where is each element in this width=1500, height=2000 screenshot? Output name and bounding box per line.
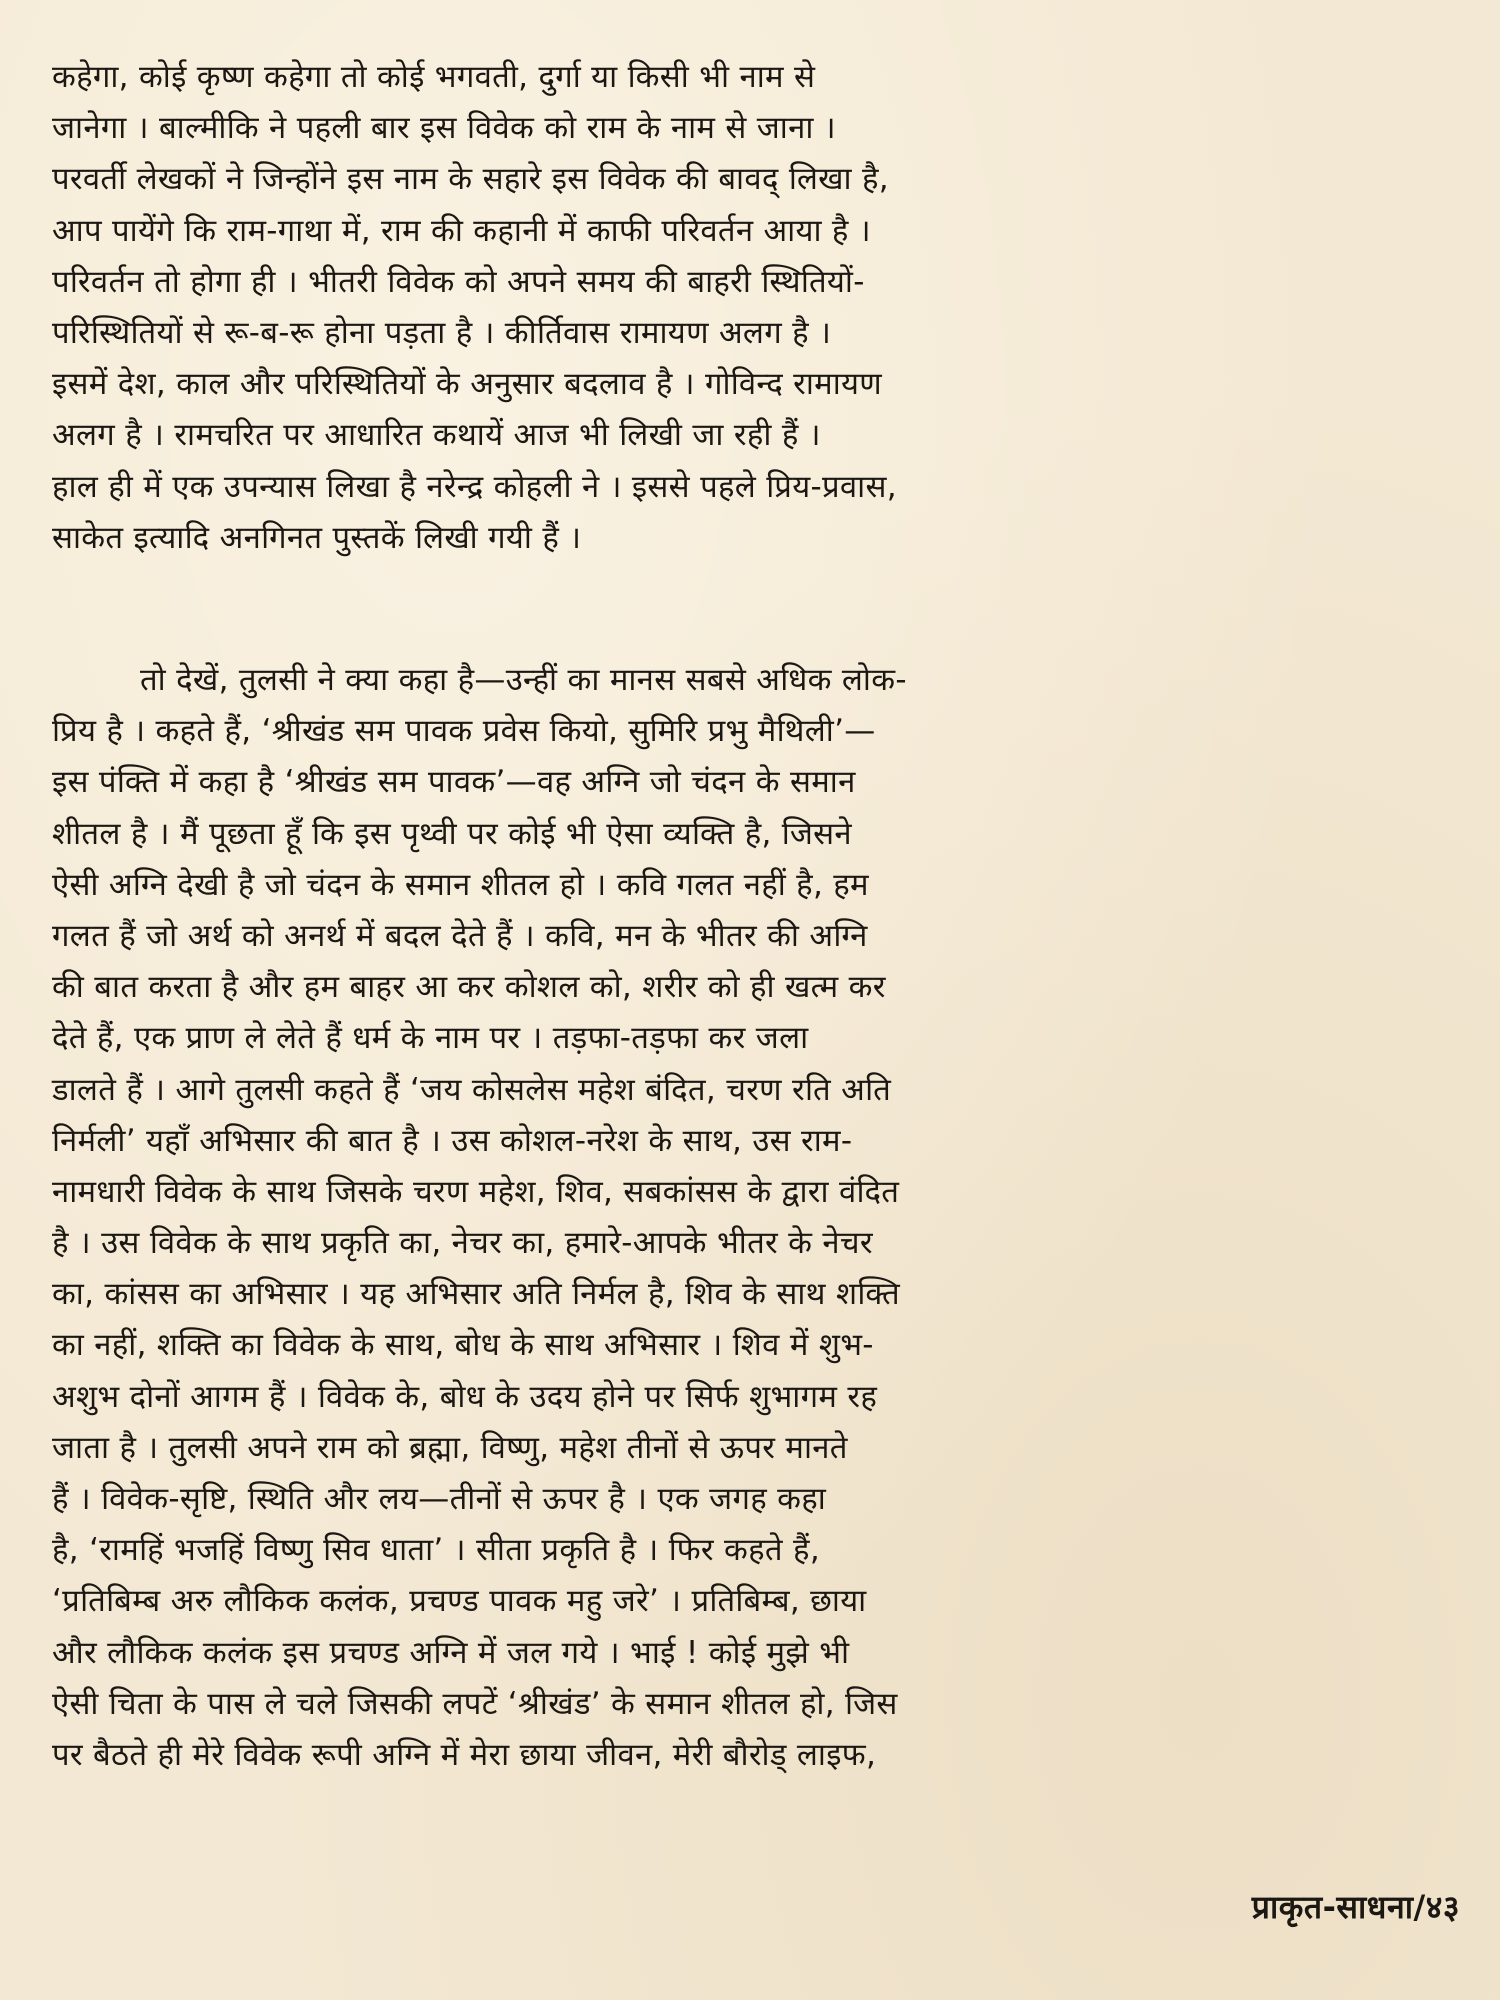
- text-line: जाता है । तुलसी अपने राम को ब्रह्मा, विष्णु, महेश तीनों से ऊपर मानते: [52, 1429, 848, 1466]
- text-line: परिवर्तन तो होगा ही । भीतरी विवेक को अपने समय की बाहरी स्थितियों-: [52, 263, 865, 300]
- page-footer: प्राकृत-साधना/४३: [1251, 1888, 1460, 1926]
- text-line: देते हैं, एक प्राण ले लेते हैं धर्म के नाम पर । तड़फा-तड़फा कर जला: [52, 1020, 809, 1057]
- text-line: और लौकिक कलंक इस प्रचण्ड अग्नि में जल गये । भाई ! कोई मुझे भी: [52, 1634, 850, 1671]
- text-line: का, कांसस का अभिसार । यह अभिसार अति निर्मल है, शिव के साथ शक्ति: [52, 1276, 900, 1313]
- text-line: शीतल है । मैं पूछता हूँ कि इस पृथ्वी पर कोई भी ऐसा व्यक्ति है, जिसने: [52, 815, 852, 852]
- text-line: ऐसी अग्नि देखी है जो चंदन के समान शीतल हो । कवि गलत नहीं है, हम: [52, 866, 869, 903]
- text-line: कहेगा, कोई कृष्ण कहेगा तो कोई भगवती, दुर्गा या किसी भी नाम से: [52, 59, 816, 95]
- text-line: आप पायेंगे कि राम-गाथा में, राम की कहानी में काफी परिवर्तन आया है ।: [52, 212, 871, 249]
- paragraph-2: [52, 655, 1462, 1781]
- text-line: डालते हैं । आगे तुलसी कहते हैं ‘जय कोसलेस महेश बंदित, चरण रति अति: [52, 1071, 892, 1108]
- paragraph-1: [52, 52, 1462, 564]
- text-line: निर्मली’ यहाँ अभिसार की बात है । उस कोशल-नरेश के साथ, उस राम-: [52, 1122, 853, 1159]
- text-line: की बात करता है और हम बाहर आ कर कोशल को, शरीर को ही खत्म कर: [52, 969, 886, 1006]
- text-line: प्रिय है । कहते हैं, ‘श्रीखंड सम पावक प्रवेस कियो, सुमिरि प्रभु मैथिली’—: [52, 713, 876, 750]
- text-line: का नहीं, शक्ति का विवेक के साथ, बोध के साथ अभिसार । शिव में शुभ-: [52, 1327, 874, 1364]
- text-line: साकेत इत्यादि अनगिनत पुस्तकें लिखी गयी हैं ।: [52, 519, 582, 556]
- text-line: है, ‘रामहिं भजहिं विष्णु सिव धाता’ । सीता प्रकृति है । फिर कहते हैं,: [52, 1532, 820, 1569]
- text-line: इसमें देश, काल और परिस्थितियों के अनुसार बदलाव है । गोविन्द रामायण: [52, 366, 883, 403]
- text-line: अशुभ दोनों आगम हैं । विवेक के, बोध के उदय होने पर सिर्फ शुभागम रह: [52, 1378, 878, 1415]
- text-line: जानेगा । बाल्मीकि ने पहली बार इस विवेक को राम के नाम से जाना ।: [52, 110, 836, 147]
- text-line: परवर्ती लेखकों ने जिन्होंने इस नाम के सहारे इस विवेक की बावद् लिखा है,: [52, 161, 889, 198]
- text-line: नामधारी विवेक के साथ जिसके चरण महेश, शिव, सबकांसस के द्वारा वंदित: [52, 1173, 900, 1210]
- text-line: पर बैठते ही मेरे विवेक रूपी अग्नि में मेरा छाया जीवन, मेरी बौरोड् लाइफ,: [52, 1736, 877, 1773]
- text-line: इस पंक्ति में कहा है ‘श्रीखंड सम पावक’—वह अग्नि जो चंदन के समान: [52, 764, 856, 801]
- text-line: हैं । विवेक-सृष्टि, स्थिति और लय—तीनों से ऊपर है । एक जगह कहा: [52, 1481, 827, 1517]
- text-line: ऐसी चिता के पास ले चले जिसकी लपटें ‘श्रीखंड’ के समान शीतल हो, जिस: [52, 1685, 898, 1722]
- text-line: ‘प्रतिबिम्ब अरु लौकिक कलंक, प्रचण्ड पावक महु जरे’ । प्रतिबिम्ब, छाया: [52, 1583, 867, 1620]
- text-line: परिस्थितियों से रू-ब-रू होना पड़ता है । कीर्तिवास रामायण अलग है ।: [52, 314, 832, 351]
- text-line: गलत हैं जो अर्थ को अनर्थ में बदल देते हैं । कवि, मन के भीतर की अग्नि: [52, 917, 868, 954]
- text-line: हाल ही में एक उपन्यास लिखा है नरेन्द्र कोहली ने । इससे पहले प्रिय-प्रवास,: [52, 468, 897, 505]
- text-line: अलग है । रामचरित पर आधारित कथायें आज भी लिखी जा रही हैं ।: [52, 417, 821, 454]
- text-line: है । उस विवेक के साथ प्रकृति का, नेचर का, हमारे-आपके भीतर के नेचर: [52, 1225, 873, 1262]
- text-line: तो देखें, तुलसी ने क्या कहा है—उन्हीं का मानस सबसे अधिक लोक-: [140, 662, 907, 698]
